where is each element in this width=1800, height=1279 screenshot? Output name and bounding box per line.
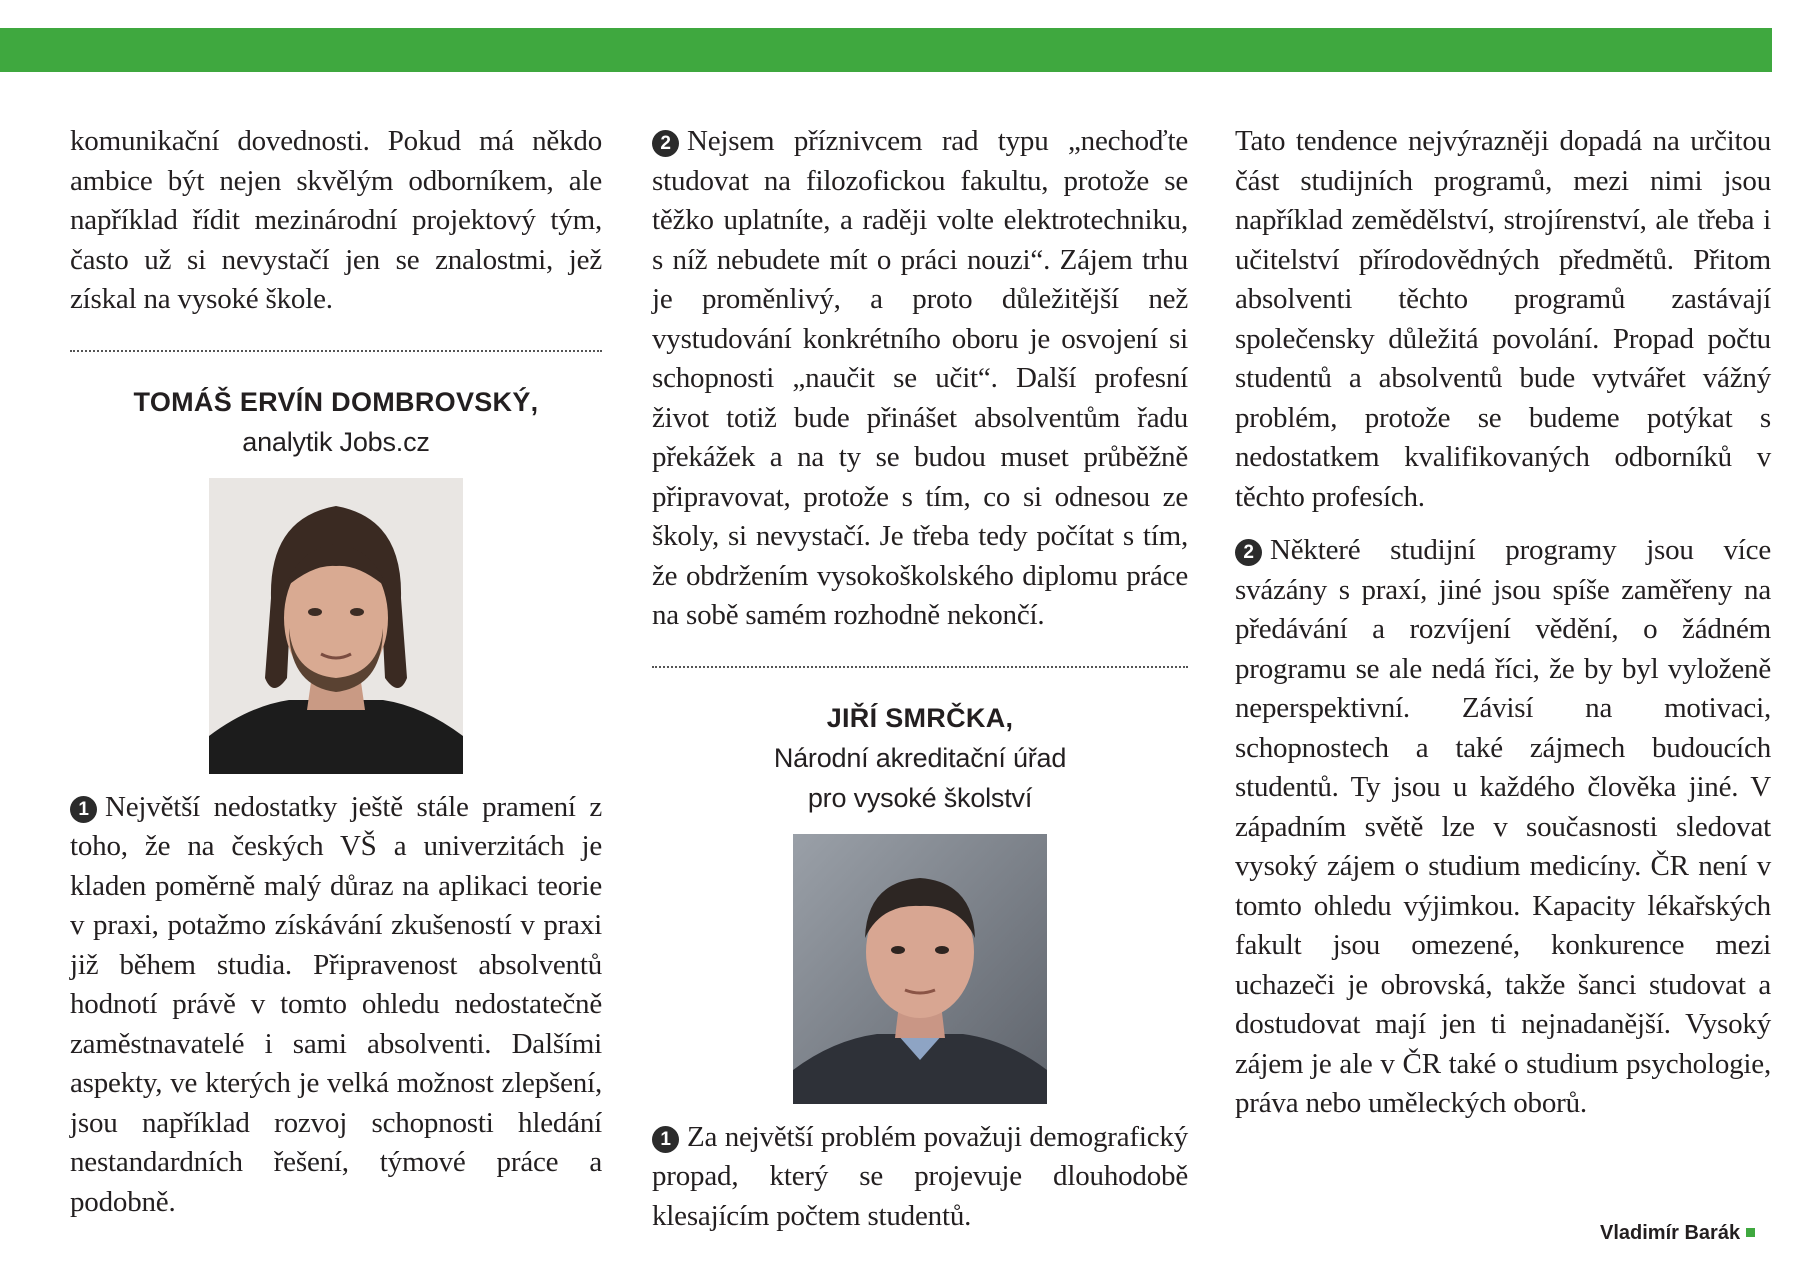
column-3 — [1235, 122, 1771, 1124]
person-role-smrcka-line2: pro vysoké školství — [807, 782, 1033, 813]
portrait-photo-icon — [209, 478, 463, 774]
question-number-2-icon: 2 — [652, 130, 679, 157]
person-name-dombrovsky: TOMÁŠ ERVÍN DOMBROVSKÝ, — [133, 386, 539, 417]
col2-answer-2 — [652, 122, 1188, 636]
divider — [70, 350, 602, 352]
person-role-smrcka-line1: Národní akreditační úřad — [773, 742, 1067, 773]
col2-answer-1 — [652, 1118, 1188, 1237]
question-number-1-icon: 1 — [652, 1126, 679, 1153]
person-name-smrcka: JIŘÍ SMRČKA, — [826, 702, 1014, 733]
col1-answer-1 — [70, 788, 602, 1223]
divider — [652, 666, 1188, 668]
portrait-photo-icon — [793, 834, 1047, 1104]
end-mark-icon — [1746, 1228, 1755, 1237]
question-number-1-icon: 1 — [70, 796, 97, 823]
column-1 — [70, 122, 602, 1222]
col1-intro: komunikační dovednosti. Pokud má někdo ambice být nejen skvělým odborníkem, ale například řídit mezinárodní projektový tým, často už si nevystačí jen se znalostmi, jež získal na vysoké škole. — [70, 125, 602, 315]
column-2 — [652, 122, 1188, 1236]
col2-answer-2-text: Nejsem příznivcem rad typu „nechoďte studovat na filozofickou fakultu, protože se těžko uplatníte, a raději volte elektrotechniku, s níž nebudete mít o práci nouzi“. Zájem trhu je proměnlivý, a proto důležitější než vystudování konkrétního oboru je osvojení si schopnosti „naučit se učit“. Další profesní život totiž bude přinášet absolventům řadu překážek a na ty se budou muset průběžně připravovat, protože s tím, co si odnesou ze školy, si nevystačí. Je třeba tedy počítat s tím, že obdržením vysokoškolského diplomu práce na sobě samém rozhodně nekončí. — [652, 125, 1188, 631]
author-name: Vladimír Barák — [1600, 1222, 1741, 1244]
person-role-dombrovsky: analytik Jobs.cz — [242, 426, 430, 457]
portrait-photo-dombrovsky — [209, 478, 463, 774]
portrait-photo-smrcka — [793, 834, 1047, 1104]
col3-answer-2 — [1235, 531, 1771, 1124]
header-accent-bar — [0, 28, 1772, 72]
question-number-2-icon: 2 — [1235, 539, 1262, 566]
col3-intro: Tato tendence nejvýrazněji dopadá na určitou část studijních programů, mezi nimi jsou například zemědělství, strojírenství, ale třeba i učitelství přírodovědných předmětů. Přitom absolventi těchto programů zastávají společensky důležitá povolání. Propad počtu studentů a absolventů bude vytvářet vážný problém, protože se budeme potýkat s nedostatkem kvalifikovaných odborníků v těchto profesích. — [1235, 125, 1771, 513]
col1-answer-1-text: Největší nedostatky ještě stále pramení z toho, že na českých VŠ a univerzitách je kladen poměrně malý důraz na aplikaci teorie v praxi, potažmo získávání zkušeností v praxi již během studia. Připravenost absolventů hodnotí právě v tomto ohledu nedostatečně zaměstnavatelé i sami absolventi. Dalšími aspekty, ve kterých je velká možnost zlepšení, jsou například rozvoj schopnosti hledání nestandardních řešení, týmové práce a podobně. — [70, 790, 602, 1218]
col3-answer-2-text: Některé studijní programy jsou více svázány s praxí, jiné jsou spíše zaměřeny na předávání a rozvíjení vědění, o žádném programu se ale nedá říci, že by byl vyloženě neperspektivní. Závisí na motivaci, schopnostech a také zájmech budoucích studentů. Ty jsou u každého člověka jiné. V západním světě lze v současnosti sledovat vysoký zájem o studium medicíny. ČR není v tomto ohledu výjimkou. Kapacity lékařských fakult jsou omezené, konkurence mezi uchazeči je obrovská, takže šanci studovat a dostudovat mají jen ti nejnadanější. Vysoký zájem je ale v ČR také o studium psychologie, práva nebo uměleckých oborů. — [1235, 534, 1771, 1119]
col2-answer-1-text: Za největší problém považuji demografický propad, který se projevuje dlouhodobě klesajícím počtem studentů. — [652, 1120, 1188, 1232]
author-byline — [1600, 1222, 1755, 1245]
